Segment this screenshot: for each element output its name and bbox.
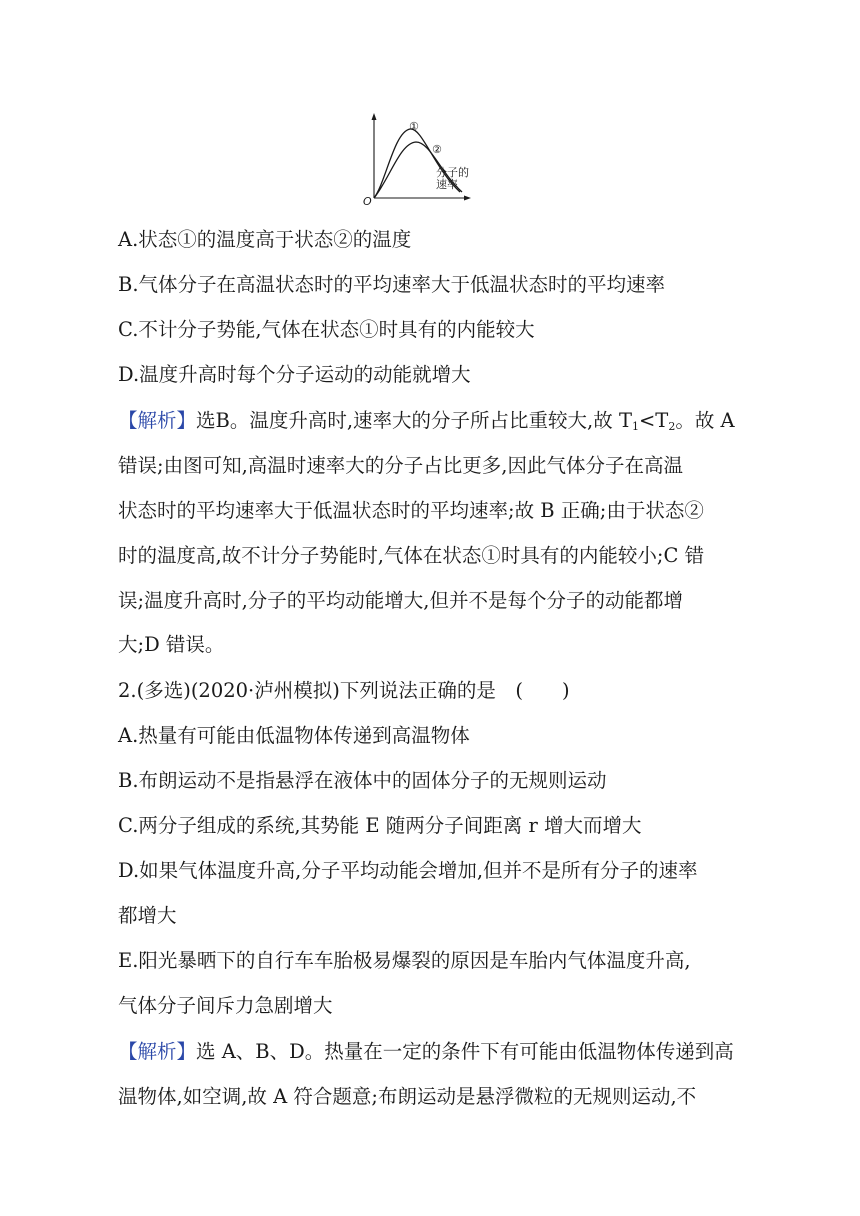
q2-analysis-line-1 [118, 1039, 734, 1065]
q1-analysis-line-3: 状态时的平均速率大于低温状态时的平均速率;故 B 正确;由于状态② [118, 499, 704, 522]
q1-analysis-text-1-post: 。故 A [675, 409, 735, 432]
q2-option-e-line-2: 气体分子间斥力急剧增大 [118, 994, 333, 1017]
y-axis-arrow [372, 113, 377, 120]
q1-option-d: D.温度升高时每个分子运动的动能就增大 [118, 363, 471, 386]
q2-stem: 2.(多选)(2020·泸州模拟)下列说法正确的是 ( ) [118, 679, 570, 702]
q1-analysis-tag: 【解析】 [118, 409, 197, 432]
speed-distribution-figure [360, 112, 510, 208]
subscript-1: 1 [631, 420, 639, 433]
q1-analysis-line-6: 大;D 错误。 [118, 633, 225, 656]
subscript-2: 2 [668, 420, 676, 433]
q1-analysis-line-1 [118, 408, 735, 440]
q2-option-e-line-1: E.阳光暴晒下的自行车车胎极易爆裂的原因是车胎内气体温度升高, [118, 949, 691, 972]
q1-option-b: B.气体分子在高温状态时的平均速率大于低温状态时的平均速率 [118, 273, 666, 296]
q2-option-a: A.热量有可能由低温物体传递到高温物体 [118, 724, 470, 747]
q2-option-c: C.两分子组成的系统,其势能 E 随两分子间距离 r 增大而增大 [118, 814, 642, 837]
speed-distribution-svg [360, 112, 510, 208]
curve-2-label: ② [432, 143, 442, 156]
axis-label-line1: 分子的 [436, 166, 469, 179]
q1-option-a: A.状态①的温度高于状态②的温度 [118, 228, 412, 251]
q1-analysis-line-2: 错误;由图可知,高温时速率大的分子占比更多,因此气体分子在高温 [118, 454, 683, 477]
less-than-t: <T [638, 409, 669, 432]
curve-1-label: ① [409, 120, 419, 133]
q2-analysis-text-1: 选 A、B、D。热量在一定的条件下有可能由低温物体传递到高 [196, 1040, 734, 1063]
q2-option-b: B.布朗运动不是指悬浮在液体中的固体分子的无规则运动 [118, 769, 607, 792]
x-axis-arrow [464, 196, 471, 201]
q1-analysis-line-5: 误;温度升高时,分子的平均动能增大,但并不是每个分子的动能都增 [118, 589, 683, 612]
q1-analysis-line-4: 时的温度高,故不计分子势能时,气体在状态①时具有的内能较小;C 错 [118, 544, 705, 567]
q2-analysis-line-2: 温物体,如空调,故 A 符合题意;布朗运动是悬浮微粒的无规则运动,不 [118, 1085, 697, 1108]
q2-option-d-line-1: D.如果气体温度升高,分子平均动能会增加,但并不是所有分子的速率 [118, 859, 698, 882]
q1-analysis-text-1: 选B。温度升高时,速率大的分子所占比重较大,故 T [196, 409, 632, 432]
origin-label: O [363, 195, 372, 208]
q2-option-d-line-2: 都增大 [118, 904, 177, 927]
q1-option-c: C.不计分子势能,气体在状态①时具有的内能较大 [118, 318, 535, 341]
q2-analysis-tag: 【解析】 [118, 1040, 197, 1063]
axis-label-line2: 速率 [436, 178, 458, 191]
